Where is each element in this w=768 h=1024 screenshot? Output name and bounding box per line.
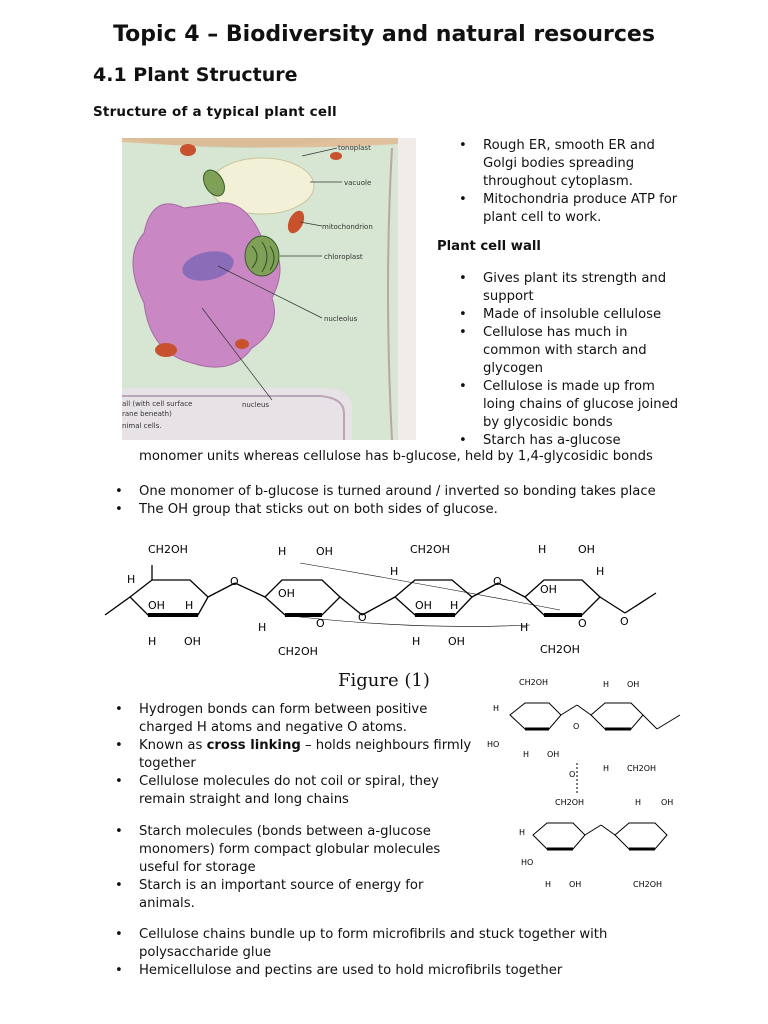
list-item: • Starch is an important source of energy for animals. <box>139 877 474 913</box>
chem-label: OH <box>627 680 640 689</box>
figure-caption: Figure (1) <box>338 670 430 691</box>
list-item: • Known as cross linking – holds neighbours firmly together <box>139 737 474 773</box>
section-heading: 4.1 Plant Structure <box>93 64 298 86</box>
chem-label: CH2OH <box>410 543 450 556</box>
label-chloroplast: chloroplast <box>324 253 363 261</box>
label-nucleus: nucleus <box>242 401 270 409</box>
chem-label: CH2OH <box>278 645 318 658</box>
chem-label: OH <box>278 587 295 600</box>
chem-label: H <box>258 621 267 634</box>
continuation-text: monomer units whereas cellulose has b-glucose, held by 1,4-glycosidic bonds <box>139 449 653 464</box>
chem-label: OH <box>569 880 582 889</box>
cross-linking-diagram <box>485 675 685 895</box>
chem-label: OH <box>148 599 165 612</box>
label-wall-2: rane beneath) <box>122 410 172 418</box>
chem-label: OH <box>316 545 333 558</box>
list-item: • The OH group that sticks out on both sides of glucose. <box>139 501 684 519</box>
chem-label: O <box>573 722 580 731</box>
hydrogen-bond-list <box>139 701 474 809</box>
chem-label: OH <box>540 583 557 596</box>
label-wall-1: all (with cell surface <box>122 400 193 408</box>
chem-label: CH2OH <box>555 798 585 807</box>
chem-label: HO <box>487 740 500 749</box>
list-item: • Starch has a-glucose <box>483 432 683 450</box>
chem-label: OH <box>661 798 674 807</box>
chem-label: O <box>230 575 239 588</box>
glucose-list <box>139 483 684 519</box>
chem-label: OH <box>448 635 465 648</box>
chem-label: H <box>450 599 459 612</box>
label-mitochondrion: mitochondrion <box>322 223 373 231</box>
chem-label: H <box>538 543 547 556</box>
list-item: • Cellulose chains bundle up to form microfibrils and stuck together with polysaccharide glue <box>139 926 699 962</box>
chem-label: CH2OH <box>540 643 580 656</box>
chem-label: O <box>358 611 367 624</box>
page-title: Topic 4 – Biodiversity and natural resources <box>113 22 655 47</box>
list-item: • Cellulose has much in common with starch and glycogen <box>483 324 683 378</box>
chem-label: H <box>390 565 399 578</box>
chem-label: H <box>603 680 610 689</box>
cell-wall-list <box>483 270 683 450</box>
chem-label: H <box>127 573 136 586</box>
chem-label: H <box>596 565 605 578</box>
list-item: • Cellulose molecules do not coil or spiral, they remain straight and long chains <box>139 773 474 809</box>
list-item: • Made of insoluble cellulose <box>483 306 683 324</box>
cellulose-chain-diagram <box>100 535 690 665</box>
label-caption-fragment: nimal cells. <box>122 422 162 430</box>
chem-label: OH <box>184 635 201 648</box>
chem-label: H <box>185 599 194 612</box>
chem-label: OH <box>578 543 595 556</box>
list-item: • Hydrogen bonds can form between positive charged H atoms and negative O atoms. <box>139 701 474 737</box>
chem-label: O <box>569 770 576 779</box>
list-item: • Hemicellulose and pectins are used to hold microfibrils together <box>139 962 699 980</box>
chem-label: H <box>545 880 552 889</box>
bold-term: cross linking <box>206 738 301 753</box>
chem-label: CH2OH <box>519 678 549 687</box>
chem-label: H <box>523 750 530 759</box>
microfibril-list <box>139 926 699 980</box>
organelle-list <box>483 137 683 227</box>
chem-label: H <box>635 798 642 807</box>
chem-label: CH2OH <box>148 543 188 556</box>
chem-label: OH <box>547 750 560 759</box>
starch-list <box>139 823 474 913</box>
chem-label: H <box>603 764 610 773</box>
chem-label: CH2OH <box>627 764 657 773</box>
chem-label: H <box>519 828 526 837</box>
chem-label: H <box>493 704 500 713</box>
list-item: • Cellulose is made up from loing chains of glucose joined by glycosidic bonds <box>483 378 683 432</box>
list-item: • One monomer of b-glucose is turned around / inverted so bonding takes place <box>139 483 684 501</box>
chem-label: O <box>493 575 502 588</box>
list-item: • Gives plant its strength and support <box>483 270 683 306</box>
list-item: • Starch molecules (bonds between a-glucose monomers) form compact globular molecules useful for storage <box>139 823 474 877</box>
chem-label: H <box>520 621 529 634</box>
chem-label: O <box>316 617 325 630</box>
list-item: • Mitochondria produce ATP for plant cell to work. <box>483 191 683 227</box>
subheading: Structure of a typical plant cell <box>93 104 337 120</box>
chem-label: H <box>412 635 421 648</box>
list-item: • Rough ER, smooth ER and Golgi bodies spreading throughout cytoplasm. <box>483 137 683 191</box>
chem-label: O <box>620 615 629 628</box>
chem-label: HO <box>521 858 534 867</box>
chem-label: O <box>578 617 587 630</box>
plant-cell-image <box>122 138 416 440</box>
label-tonoplast: tonoplast <box>338 144 371 152</box>
chem-label: CH2OH <box>633 880 663 889</box>
label-nucleolus: nucleolus <box>324 315 358 323</box>
label-vacuole: vacuole <box>344 179 372 187</box>
cell-wall-heading: Plant cell wall <box>437 239 541 254</box>
chem-label: H <box>278 545 287 558</box>
chem-label: OH <box>415 599 432 612</box>
chem-label: H <box>148 635 157 648</box>
